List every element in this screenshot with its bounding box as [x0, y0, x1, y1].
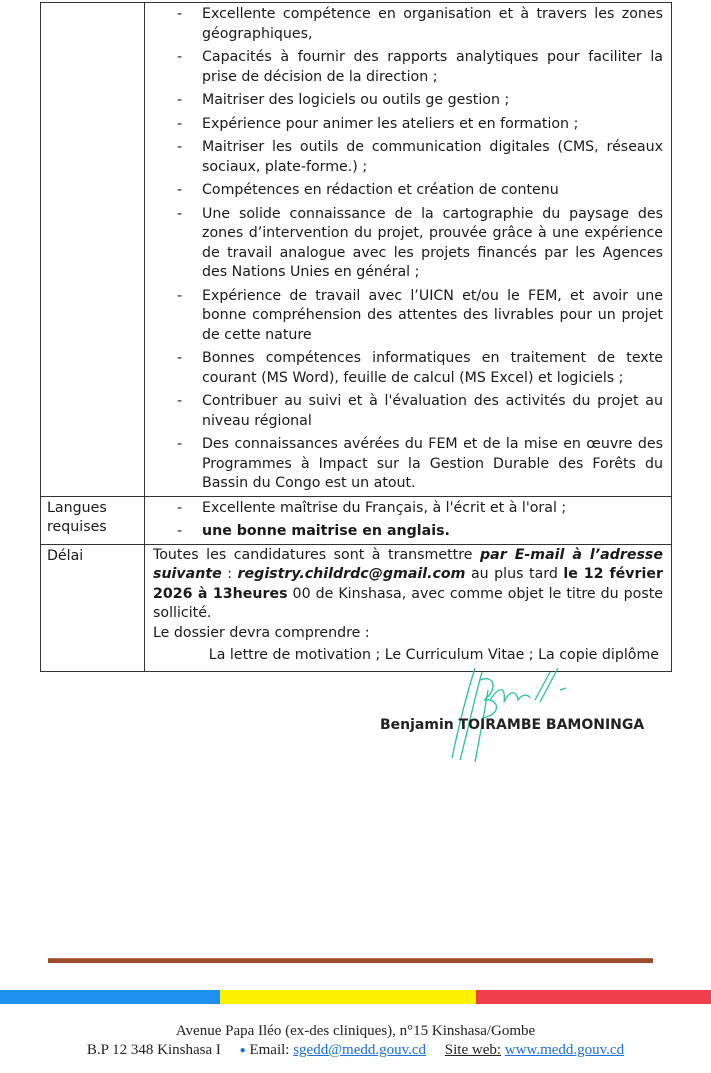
list-item: - Maitriser des logiciels ou outils ge gestion ; — [145, 91, 663, 111]
langues-row — [41, 496, 672, 544]
footer-email-link[interactable]: sgedd@medd.gouv.cd — [293, 1042, 427, 1058]
bullet-dash: - — [177, 6, 183, 22]
footer-contact-line — [0, 1041, 711, 1060]
bullet-dash: - — [177, 92, 183, 108]
bullet-dash: - — [177, 49, 183, 65]
flag-red-band — [476, 990, 711, 1004]
dossier-intro: Le dossier devra comprendre : — [153, 624, 370, 641]
delai-label: Délai — [41, 544, 145, 671]
bullet-dot-icon: ● — [239, 1045, 246, 1057]
list-item: - une bonne maitrise en anglais. — [145, 522, 663, 542]
footer — [0, 1022, 711, 1060]
deadline: le 12 février 2026 à 13heures — [153, 566, 663, 602]
footer-web-label: Site web: — [444, 1042, 502, 1058]
bullet-dash: - — [177, 436, 183, 452]
list-item: - Maitriser les outils de communication digitales (CMS, réseaux sociaux, plate-forme.) ; — [177, 139, 663, 175]
flag-blue-band — [0, 990, 220, 1004]
list-item: - Expérience pour animer les ateliers et en formation ; — [145, 115, 663, 135]
list-item: - Une solide connaissance de la cartographie du paysage des zones d’intervention du projet, prouvée grâce à une expérience de travail analogue avec les projets financés par les Agences des Nations Unies en général ; — [177, 205, 663, 280]
dossier-items: La lettre de motivation ; Le Curriculum Vitae ; La copie diplôme — [208, 647, 659, 663]
competences-content-cell — [145, 3, 672, 497]
bullet-dash: - — [177, 287, 183, 304]
delai-paragraph: Toutes les candidatures sont à transmettre par E-mail à l’adresse suivante : registry.childrdc@gmail.com au plus tard le 12 février 2026 à 13heures 00 de Kinshasa, avec comme objet le titre du poste sollicité. — [153, 546, 663, 621]
bullet-dash: - — [177, 523, 183, 539]
signatory-name: Benjamin TOIRAMBE BAMONINGA — [380, 717, 645, 733]
list-item: - Compétences en rédaction et création de contenu — [145, 181, 663, 201]
flag-stripe — [0, 990, 711, 1004]
delai-content-cell — [145, 544, 672, 671]
application-email: registry.childrdc@gmail.com — [237, 566, 466, 582]
list-item: - Excellente compétence en organisation et à travers les zones géographiques, — [177, 6, 663, 42]
footer-rule — [48, 958, 653, 963]
list-item: - Excellente maîtrise du Français, à l'écrit et à l'oral ; — [145, 499, 663, 519]
langues-label: Langues requises — [41, 496, 145, 544]
list-item: - Capacités à fournir des rapports analytiques pour faciliter la prise de décision de la direction ; — [177, 49, 663, 85]
langues-content-cell — [145, 496, 672, 544]
flag-yellow-band — [220, 990, 476, 1004]
bullet-dash: - — [177, 115, 183, 132]
competences-list — [145, 5, 663, 494]
footer-web-link[interactable]: www.medd.gouv.cd — [504, 1042, 625, 1058]
footer-address: Avenue Papa Iléo (ex-des cliniques), n°15 Kinshasa/Gombe — [175, 1023, 536, 1039]
footer-bp: B.P 12 348 Kinshasa I — [86, 1042, 221, 1058]
requirements-table — [40, 2, 672, 672]
bullet-dash: - — [177, 393, 183, 409]
footer-email-label: Email: — [249, 1042, 290, 1058]
list-item: - Des connaissances avérées du FEM et de la mise en œuvre des Programmes à Impact sur la Gestion Durable des Forêts du Bassin du Congo est un atout. — [177, 436, 663, 491]
competences-label-cell — [41, 3, 145, 497]
bullet-dash: - — [177, 182, 183, 198]
bullet-dash: - — [177, 499, 183, 516]
langues-list — [145, 499, 663, 542]
delai-row — [41, 544, 672, 671]
list-item: - Contribuer au suivi et à l'évaluation des activités du projet au niveau régional — [177, 393, 663, 429]
signature-icon — [440, 660, 610, 770]
bullet-dash: - — [177, 205, 183, 222]
bullet-dash: - — [177, 139, 183, 155]
bullet-dash: - — [177, 350, 183, 366]
list-item: - Bonnes compétences informatiques en traitement de texte courant (MS Word), feuille de calcul (MS Excel) et logiciels ; — [177, 350, 663, 386]
competences-row — [41, 3, 672, 497]
list-item: - Expérience de travail avec l’UICN et/ou le FEM, et avoir une bonne compréhension des attentes des livrables pour un projet de cette nature — [177, 287, 663, 343]
